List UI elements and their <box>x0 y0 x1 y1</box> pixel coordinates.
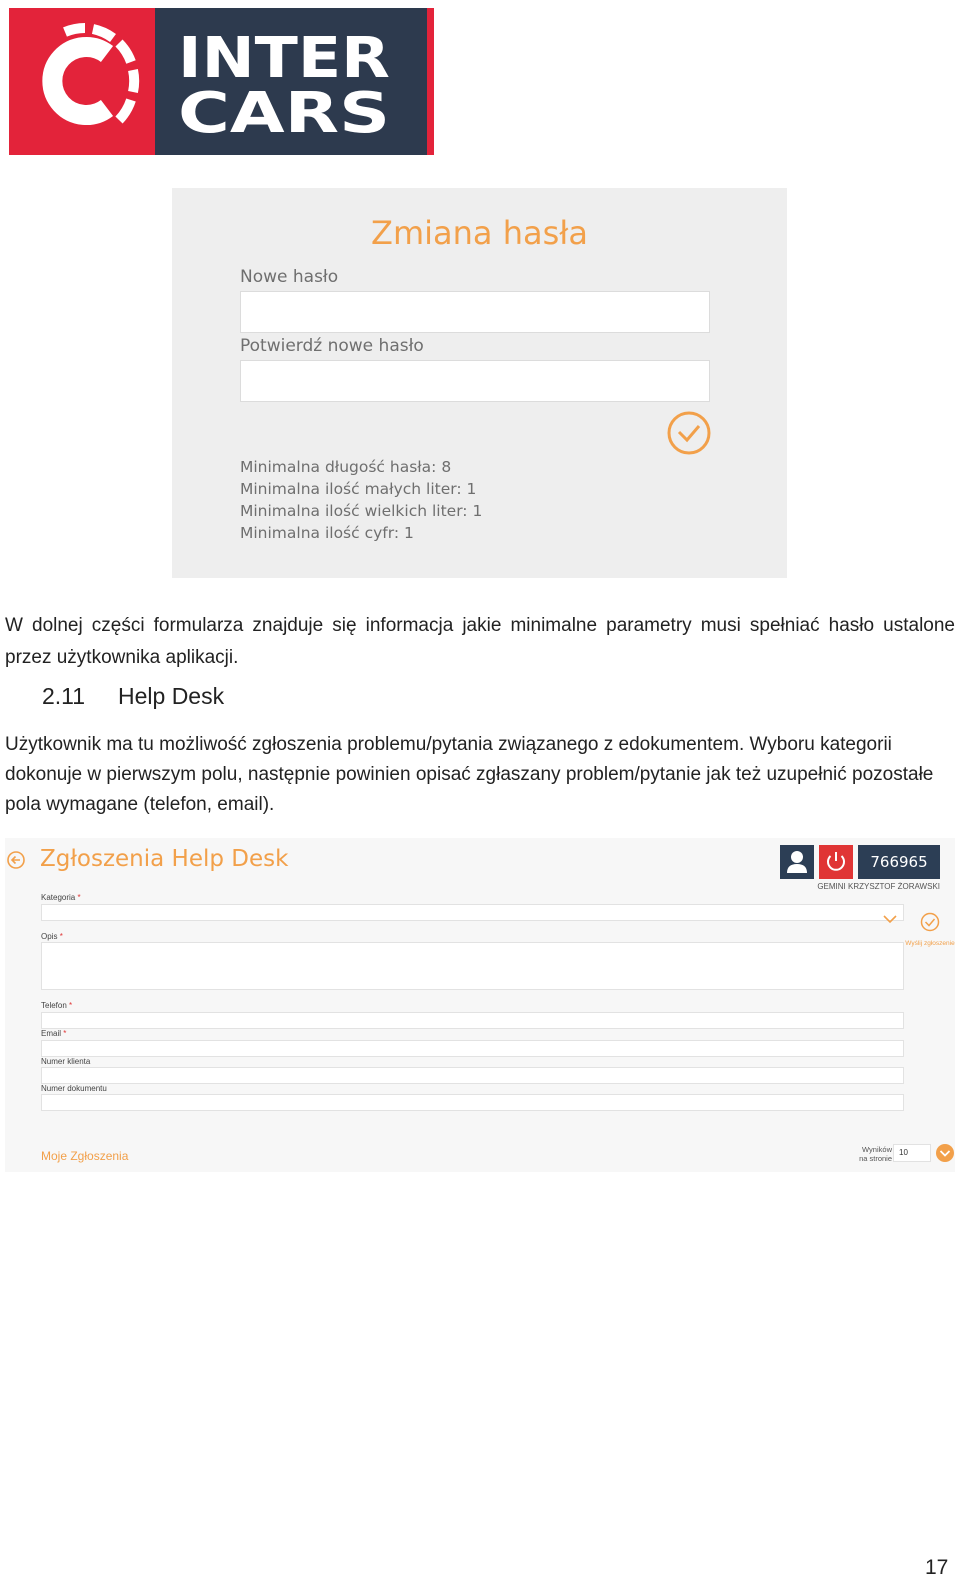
new-password-label: Nowe hasło <box>240 267 339 287</box>
page-number: 17 <box>925 1556 949 1579</box>
email-label: Email * <box>41 1029 67 1038</box>
section-title: Help Desk <box>118 683 225 709</box>
paragraph-password-info: W dolnej części formularza znajduje się informacja jakie minimalne parametry musi spełniać hasło ustalone przez użytkownika aplikacji. <box>5 615 955 668</box>
phone-input[interactable] <box>41 1012 904 1029</box>
helpdesk-title: Zgłoszenia Help Desk <box>40 846 289 872</box>
confirm-password-label: Potwierdź nowe hasło <box>240 336 424 356</box>
back-arrow-icon[interactable] <box>6 850 26 870</box>
document-number-label: Numer dokumentu <box>41 1084 107 1093</box>
email-input[interactable] <box>41 1040 904 1057</box>
chevron-down-circle-icon[interactable] <box>935 1143 955 1163</box>
send-check-icon[interactable] <box>920 912 940 932</box>
password-rule: Minimalna ilość wielkich liter: 1 <box>240 502 483 520</box>
helpdesk-screenshot <box>5 838 955 1172</box>
logo-text-cars: CARS <box>178 81 390 146</box>
section-heading <box>42 683 224 710</box>
power-icon <box>819 845 853 879</box>
results-per-page-select[interactable]: 10 <box>893 1144 931 1162</box>
user-name: GEMINI KRZYSZTOF ŻORAWSKI <box>817 882 940 891</box>
password-rule: Minimalna ilość cyfr: 1 <box>240 524 414 542</box>
password-change-title: Zmiana hasła <box>371 214 588 252</box>
client-number-input[interactable] <box>41 1067 904 1084</box>
category-label: Kategoria * <box>41 893 81 902</box>
paragraph-helpdesk-info: Użytkownik ma tu możliwość zgłoszenia problemu/pytania związanego z edokumentem. Wyboru kategorii dokonuje w pierwszym polu, następnie powinien opisać zgłaszany problem/pytanie jak też uzupełnić pozostałe pola wymagane (telefon, email). <box>5 734 934 815</box>
new-password-input[interactable] <box>240 291 710 333</box>
send-ticket-label[interactable]: Wyślij zgłoszenie <box>905 940 955 947</box>
client-number-label: Numer klienta <box>41 1057 91 1066</box>
chevron-down-icon[interactable] <box>883 914 897 924</box>
results-per-page-label: Wyników na stronie <box>859 1145 892 1163</box>
description-textarea[interactable] <box>41 942 904 990</box>
category-select[interactable] <box>41 904 904 921</box>
user-icon <box>780 845 814 879</box>
document-number-input[interactable] <box>41 1094 904 1111</box>
password-rule: Minimalna ilość małych liter: 1 <box>240 480 477 498</box>
password-rules <box>240 456 482 544</box>
password-change-screenshot <box>172 188 787 578</box>
logout-button[interactable] <box>819 845 853 879</box>
logo-text-inter: INTER <box>178 26 390 91</box>
password-rule: Minimalna długość hasła: 8 <box>240 458 452 476</box>
account-id-badge: 766965 <box>858 845 940 879</box>
user-button[interactable] <box>780 845 814 879</box>
confirm-check-icon[interactable] <box>666 410 712 456</box>
inter-cars-logo <box>9 8 434 155</box>
section-number: 2.11 <box>42 683 86 709</box>
description-label: Opis * <box>41 932 63 941</box>
my-tickets-link[interactable]: Moje Zgłoszenia <box>41 1149 129 1163</box>
confirm-password-input[interactable] <box>240 360 710 402</box>
phone-label: Telefon * <box>41 1001 73 1010</box>
